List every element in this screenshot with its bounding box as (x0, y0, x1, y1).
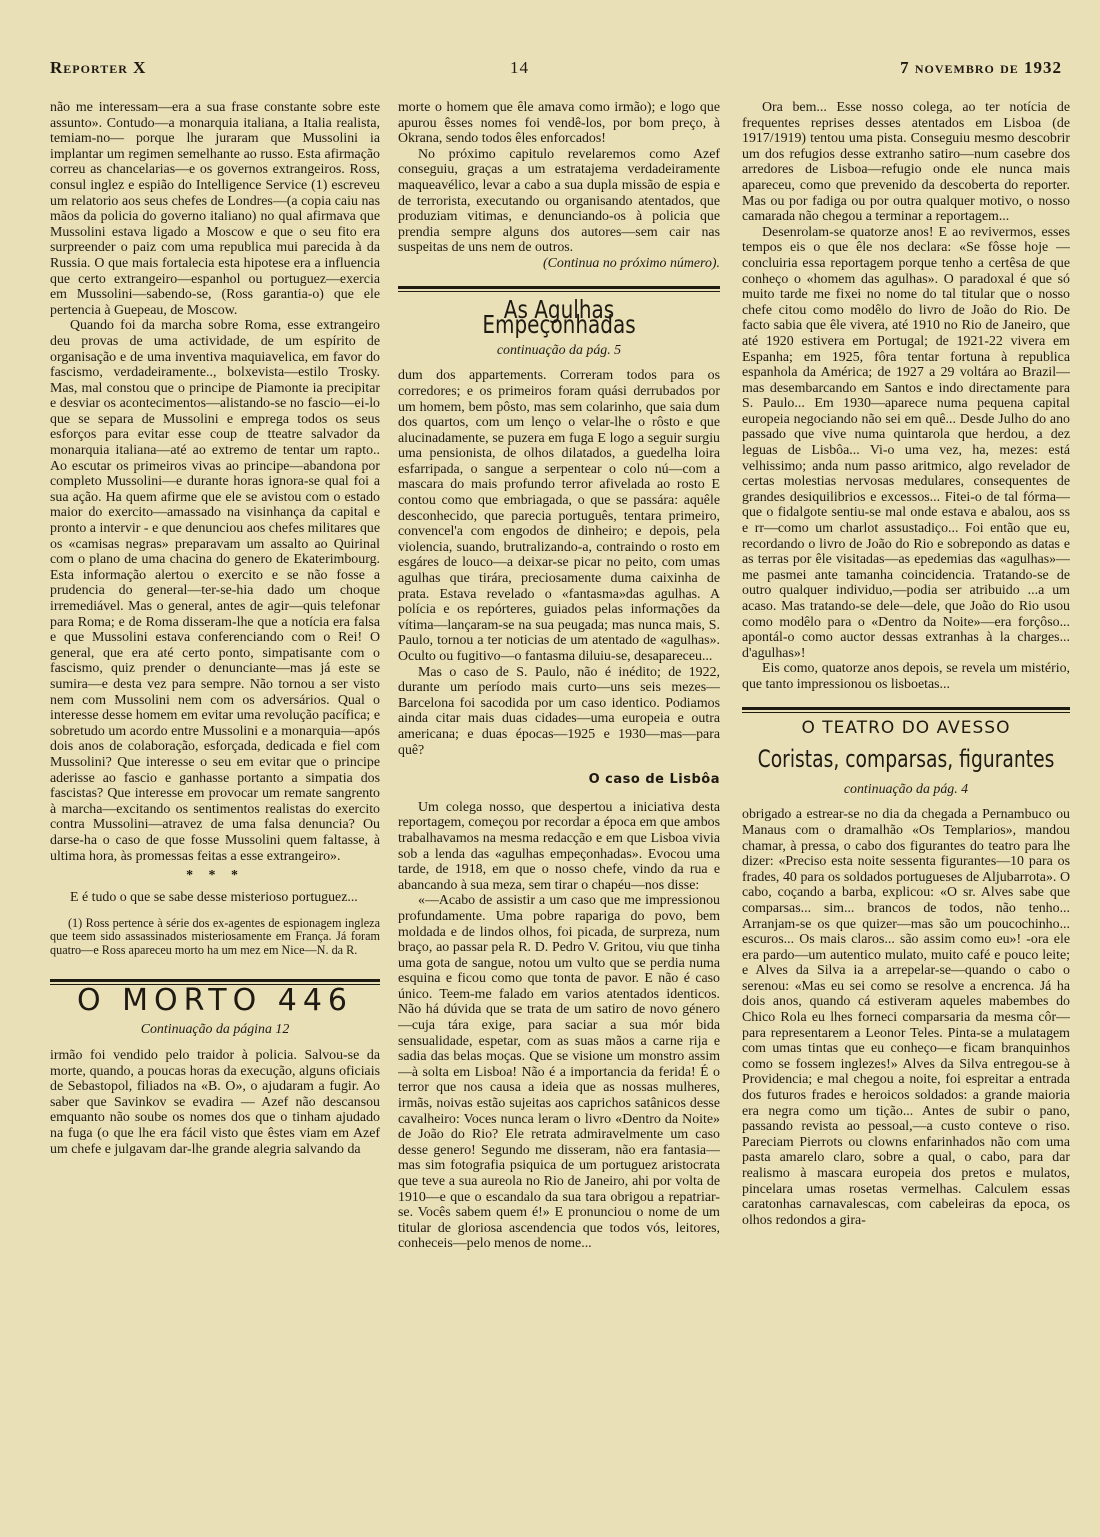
article-paragraph: Desenrolam-se quatorze anos! E ao revivermos, esses tempos eis o que êle nos declara: «Se fôsse hoje — concluiria essa reportagem porque tenho a certêsa de que conheço o «homem das agulhas». O paradoxal é que só muito tarde me fixei no nome do tal titular que o nosso chefe citou como modêlo do livro de João do Rio. De facto sabia que êle vivera, até 1910 no Rio de Janeiro, que até 1920 estivera em Portugal; de 1921-22 vivera em Espanha; em 1925, fôra tentar fortuna à republica espanhola da América; de 1927 a 29 voltára ao Brazil—mas desembarcando em Santos e indo directamente para S. Paulo... Em 1930—aparece numa pequena capital europeia negociando não sei em quê... Desde Julho do ano passado que vive numa quintarola que herdou, a dez leguas de Lisbôa... Vi-o uma vez, ha, mezes: está velhissimo; anda num passo aritmico, algo revelador de certas molestias nervosas medulares, consequentes de grandes desiquilibrios e excessos... Fitei-o de tal fórma—que o fidalgote sentiu-se mal onde estava e abalou, aos ss e rr—como um charlot assustadiço... Foi então que eu, recordando o livro de João do Rio e sobrepondo as datas e as terras por êle visitadas—as epedemias das «agulhas»—me pasmei ante tamanha coincidencia. Tratando-se de outro qualquer individuo,—podia ser atribuido ...a um acaso. Mas tratando-se dele—dele, que João do Rio usou como modêlo para o «Dentro da Noite»—era forçôso... apontál-o como auctor dessas extranhas à la charges... d'agulhas»! (742, 224, 1070, 661)
issue-date: 7 novembro de 1932 (900, 58, 1062, 77)
coristas-title: Coristas, comparsas, figurantes (757, 745, 1055, 774)
morto-paragraph: irmão foi vendido pelo traidor à policia. Salvou-se da morte, quando, a poucas horas da execução, alguns oficiais de Sebastopol, filiados na «B. O», o ajudaram a fugir. Ao saber que Savinkov se evadira — Azef não descansou emquanto não soube os nomes dos que o tinham ajudado na fuga (o que lhe era fácil visto que êstes viam em Azef um chefe e julgavam dar-lhe grande alegria salvando da (50, 1048, 380, 1157)
article-paragraph: não me interessam—era a sua frase constante sobre este assunto». Contudo—a monarquia italiana, a Italia realista, temiam-no— porque lhe juraram que Mussolini ia implantar um regimen semelhante ao russo. Esta afirmação correu as chancelarias—e os governos extrangeiros. Ross, consul inglez e espião do Intelligence Service (1) escreveu um relatorio aos seus chefes de Londres—(a copia caiu nas mãos da policia do governo italiano) no qual afirmava que Mussolini estava ligado a Moscow e que o seu fito era surpreender o paiz com uma republica mui parecida à da Russia. O que mais fortalecia esta hipotese era a influencia que certo extrangeiro—espanhol ou portuguez—exercia em Mussolini—sabendo-se, (Ross garantia-o) que ele pertencia à Guepeau, de Moscow. (50, 100, 380, 318)
agulhas-paragraph: Mas o caso de S. Paulo, não é inédito; de 1922, durante um período mais curto—uns seis mezes—Barcelona foi sacodida por um caso identico. Podiamos ainda citar mais duas cidades—uma europeia e outra americana; e duas épocas—1925 e 1930—mas—para quê? (398, 664, 720, 758)
asterism: * * * (186, 868, 244, 884)
footnote (50, 917, 380, 957)
lisboa-paragraph: Um colega nosso, que despertou a iniciativa desta reportagem, começou por recordar a época em que ambos trabalhavamos na mesma redacção e em que Lisboa vivia sob a lenda das «agulhas empeçonhadas». Evocou uma tarde, de 1918, em que o nosso chefe, vindo da rua e abancando à sua meza, sem tirar o chapéu—nos disse: (398, 799, 720, 893)
divider (398, 291, 720, 292)
publication-name: Reporter X (50, 58, 147, 77)
morto-paragraph: No próximo capitulo revelaremos como Azef conseguiu, graças a um estratajema verdadeiramente maqueavélico, levar a cabo a sua dupla missão de espia e de terrorista, executando ou organisando atentados, que produziam vitimas, e denunciando-os à policia que prendia sempre alguns dos autores—sem cair nas suspeitas de uns nem de outros. (398, 146, 720, 256)
coristas-paragraph: obrigado a estrear-se no dia da chegada a Pernambuco ou Manaus com o dramalhão «Os Templarios», mandou chamar, à pressa, o cabo dos figurantes do teatro para lhe dizer: «Preciso esta noite sessenta figurantes—10 para os frades, 40 para os soldados portugueses de Aljubarrota». O cabo, coçando a barba, explicou: «O sr. Alves sabe que comparsas... sim... brancos de todos, não tenho... Arranjam-se os que quizer—mas são um poucochinho... escuros... Os mais claros... são assim como eu»! -ora ele era pardo—um autentico mulato, muito café e pouco leite; e Alves da Silva ia a arrepelar-se—quando o cabo o serenou: «Mas eu sei como se resolve a encrenca. Já ha dois anos, quando cá estiveram aqueles mabembes do Chico Rola eu lhes forneci comparsaria da mesma côr—para representarem a Leonor Teles. Pinta-se a mulatagem com umas tintas que eu conheço—e ficam branquinhos como se fossem inglezes!» Alves da Silva entregou-se à Providencia; e mal chegou a noite, foi espreitar a entrada dos futuros frades e heroicos soldados: a grande maioria era negra como um tição... Antes de subir o pano, passando revista ao pessoal,—a custo conteve o riso. Pareciam Pierrots ou clowns enfarinhados não com uma pasta amarelo claro, sobre a qual, o cabo, para dar realismo à mascara europeia dos pretos e mulatos, pincelara umas rosetas vermelhas. Calculem essas caratonhas carnavalescas, com cabeleiras da epoca, os olhos redondos a gira- (742, 807, 1070, 1228)
teatro-head: O TEATRO DO AVESSO (801, 717, 1011, 738)
article-paragraph: Quando foi da marcha sobre Roma, esse extrangeiro deu provas de uma actividade, de um espírito de organisação e de uma inventiva maquiavelica, em favor do fascismo, verdadeiramente.., bolxevista—estilo Trosky. Mas, mal constou que o principe de Piamonte ia precipitar e desviar os acontecimentos—alistando-se no fascio—ei-lo que se separa de Mussolini e emprega todos os seus esforços para evitar esse coup de tteatre salvador da monarquia italiana—até ao extremo de tentar um rapto.. Ao escutar os primeiros vivas ao principe—abandona por completo Mussolini—e durante horas ignora-se qual foi a sua ação. Ha quem afirme que ele se avistou com o estado maior do exercito—amassado na visinhança da capital e pronto a intervir - e que denunciou aos chefes militares que os «camisas negras» preparavam um assalto ao Quirinal com o plano de uma chacina do genero de Ekaterimbourg. Esta informação alertou o exercito e se não fosse a prudencia do general—ter-se-hia dado um choque irremediável. Mas o general, antes de agir—quis telefonar para Roma; e de Roma disseram-lhe que a notícia era falsa e que Mussolini estava conferenciando com o Rei! O general, que era até certo ponto, simpatisante com o fascismo, quiz prender o denunciante—mas já este se sumira—e desta vez para sempre. Não tornou a ser visto nem com Mussolini nem com os adversários. Qual o interesse desse homem em evitar uma revolução pacífica; e sobretudo um acordo entre Mussolini e a monarquia—após dois anos de colaboração, esforçada, dedicada e fiel com Mussolini? Que interesse o seu em evitar que o principe aderisse ao fascio e ganhasse portanto a simpatia dos fascistas? Que interesse em provocar um remate sangrento à marcha—excitando os sentimentos realistas do exercito contra Mussolini—atravez de uma falsa denuncia? Ou darse-ha o caso de que fosse Mussolini quem faltasse, à ultima hora, às promessas feitas a esse extrangeiro». (50, 318, 380, 864)
continue-note: (Continua no próximo número). (543, 255, 720, 271)
article-paragraph: Ora bem... Esse nosso colega, ao ter notícia de frequentes reprises desses atentados em Lisboa (de 1917/1919) tentou uma pista. Conseguiu mesmo descobrir um dos refugios desse extranho satiro—num casebre dos arredores de Lisboa—refugio onde ele nunca mais apareceu, como que prevenido da descoberta do reporter. Mas ou por fadiga ou por outra qualquer motivo, o nosso camarada não chegou a terminar a reportagem... (742, 100, 1070, 225)
column-3 (742, 100, 1070, 1517)
morto-title: O MORTO 446 (76, 982, 354, 1018)
article-closing: E é tudo o que se sabe desse misterioso portuguez... (70, 889, 358, 905)
agulhas-paragraph: dum dos appartements. Correram todos para os corredores; e os primeiros foram quási derrubados por um homem, bem pôsto, mas sem colarinho, que saia dum dos quartos, com um lenço o velar-lhe o rôsto e que alucinadamente, se puzera em fuga E logo a seguir surgiu uma pensionista, de olhos dilatados, a guedelha loira esfarripada, o sangue a serpentear o colo nú—com a mascara do mais profundo terror afivelada ao rosto E contou como que embriagada, o que se passára: aquêle desconhecido, que parecia português, tentara primeiro, convencel'a com engodos de dinheiro; e depois, pela violencia, suando, brutralizando-a, contraindo o rosto em esgáres de louco—a deixar-se picar no peito, com umas agulhas que tirára, preciosamente duma caixinha de prata. Estava revelado o «fantasma»das agulhas. A polícia e os repórteres, guiados pelas informações da vítima—lançaram-se na sua peugada; mas nunca mais, S. Paulo, tornou a ter noticias de um atentado de «agulhas». Oculto ou fugitivo—o fantasma diluiu-se, desapareceu... (398, 368, 720, 664)
agulhas-continuation: continuação da pág. 5 (496, 342, 622, 358)
morto-continuation: Continuação da página 12 (140, 1022, 290, 1038)
agulhas-title: As Agulhas Empeçonhadas (482, 294, 636, 340)
divider (742, 707, 1070, 710)
divider (50, 979, 380, 982)
lisboa-paragraph: «—Acabo de assistir a um caso que me impressionou profundamente. Uma pobre rapariga do povo, bem moldada e de lindos olhos, foi picada, de surpreza, num braço, ao passar pela R. D. Pedro V. Gritou, viu que tinha uma gota de sangue, notou um vulto que se perdia numa esquina e ficou como que tonta de pavor. E não é caso único. Teem-me falado em varios atentados identicos. Não há dúvida que se trata de um satiro de novo género—cuja tára exige, para saciar a sua mór bida sensualidade, espetar, com as suas mãos a carne rija e sadia das belas moças. Que se visione um monstro assim—à solta em Lisboa! Não é a importancia da ferida! É o terror que nos causa a ideia que as nossas mulheres, irmãs, noivas estão sujeitas aos caprichos satânicos desse cavalheiro: Voces nunca leram o livro «Dentro da Noite» de João do Rio? Ele retrata admiravelmente um caso desse genero! Segundo me disseram, não era fantasia—mas sim fotografia psiquica de um portuguez aristocrata que teve a sua aureola no Rio de Janeiro, ahi por volta de 1910—e que o escandalo da sua tara obrigou a repatriar-se. Vocês sabem quem é!» E pronunciou o nome de um titular de gloriosa ascendencia que todos vós, leitores, conheceis—pelo menos de nome... (398, 893, 720, 1252)
page-number: 14 (510, 58, 529, 77)
divider (742, 712, 1070, 713)
lisboa-subhead: O caso de Lisbôa (588, 772, 720, 788)
column-2 (398, 100, 720, 1517)
column-1 (50, 100, 380, 1517)
page-header (50, 58, 1062, 84)
divider (398, 286, 720, 289)
footnote-text: (1) Ross pertence à série dos ex-agentes de espionagem ingleza que teem sido assassinados misteriosamente em França. Já foram quatro—e Ross apareceu morto ha um mez em Nice—N. da R. (50, 916, 380, 957)
article-paragraph: Eis como, quatorze anos depois, se revela um mistério, que tanto impressionou os lisboetas... (742, 661, 1070, 692)
coristas-continuation: continuação da pág. 4 (843, 781, 969, 797)
morto-paragraph: morte o homem que êle amava como irmão); e logo que apurou êsses nomes foi vendê-los, por bom preço, à Okrana, sendo todos êles enforcados! (398, 100, 720, 147)
